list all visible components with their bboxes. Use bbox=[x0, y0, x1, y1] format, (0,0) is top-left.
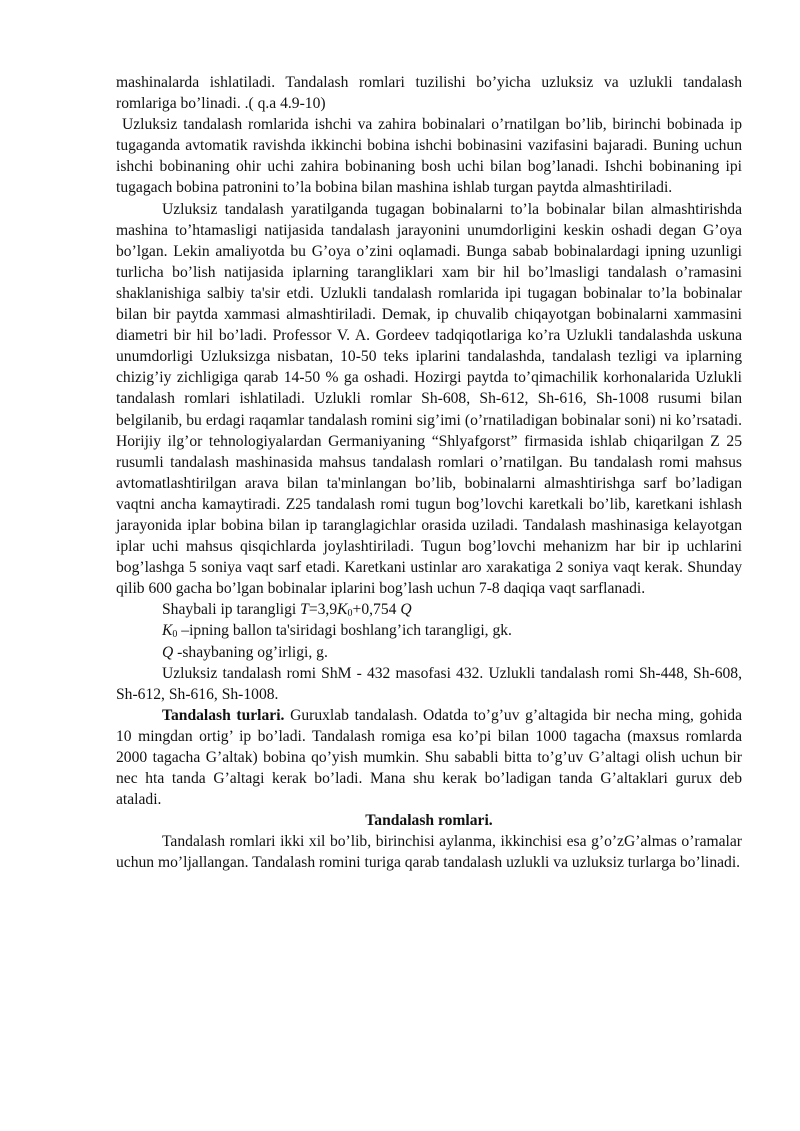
formula-q: Q bbox=[400, 601, 412, 619]
paragraph-warping-types bbox=[116, 705, 742, 810]
k0-description: –ipning ballon ta'siridagi boshlang’ich tarangligi, gk. bbox=[177, 622, 512, 640]
warping-types-text: Guruxlab tandalash. Odatda to’g’uv g’altagida bir necha ming, gohida 10 mingdan ortig’ ip bo’ladi. Tandalash romiga esa ko’pi bilan 1000 tagacha (maxsus romlarda 2000 tagacha G’altak) bobina qo’yish mumkin. Shu sababli bitta to’g’uv G’altagi olish uchun bir nec hta tanda G’altagi kerak bo’ladi. Mana shu kerak bo’ladigan tanda G’altaklari gurux deb ataladi. bbox=[116, 706, 743, 809]
section-heading: Tandalash romlari. bbox=[365, 812, 493, 830]
definition-q bbox=[116, 642, 742, 663]
formula-label: Shaybali ip tarangligi bbox=[162, 601, 301, 619]
formula-rest: +0,754 bbox=[352, 601, 401, 619]
q-symbol: Q bbox=[162, 643, 174, 661]
formula-eq: =3,9 bbox=[308, 601, 338, 619]
formula-t: T bbox=[300, 601, 309, 619]
formula-k-sub: 0 bbox=[347, 608, 353, 620]
paragraph-frame-models: Uzluksiz tandalash romi ShM - 432 masofasi 432. Uzlukli tandalash romi Sh-448, Sh-608, Sh-612, Sh-616, Sh-1008. bbox=[116, 664, 742, 703]
k0-symbol: K bbox=[162, 622, 173, 640]
paragraph-frame-kinds: Tandalash romlari ikki xil bo’lib, birinchisi aylanma, ikkinchisi esa g’o’zG’almas o’ramalar uchun mo’ljallangan. Tandalash romini turiga qarab tandalash uzlukli va uzluksiz turlarga bo’linadi. bbox=[116, 833, 742, 872]
paragraph-intro: mashinalarda ishlatiladi. Tandalash romlari tuzilishi bo’yicha uzluksiz va uzlukli tandalash romlariga bo’linadi. .( q.a 4.9-10) bbox=[116, 74, 742, 113]
document-page bbox=[116, 72, 742, 874]
formula-k: K bbox=[337, 601, 348, 619]
formula-line bbox=[116, 599, 742, 620]
paragraph-continuous-frames: Uzluksiz tandalash romlarida ishchi va zahira bobinalari o’rnatilgan bo’lib, birinchi bobinada ip tugaganda avtomatik ravishda ikkinchi bobina ishchi bobinasini vazifasini bajaradi. Buning uchun ishchi bobinaning ohir uchi zahira bobinaning bosh uchi bilan bog’lanadi. Ishchi bobinaning ipi tugagach bobina patronini to’la bobina bilan mashina ishlab turgan paytda almashtiriladi. bbox=[116, 116, 742, 197]
q-description: -shaybaning og’irligi, g. bbox=[173, 643, 328, 661]
warping-types-heading: Tandalash turlari. bbox=[162, 706, 285, 724]
paragraph-intermittent-frames: Uzluksiz tandalash yaratilganda tugagan bobinalarni to’la bobinalar bilan almashtirishda mashina to’htamasligi natijasida tandalash jarayonini unumdorligini keskin oshadi degan G’oya bo’lgan. Lekin amaliyotda bu G’oya o’zini oqlamadi. Bunga sabab bobinalardagi ipning uzunligi turlicha bo’lish natijasida iplarning tarangliklari xam bir hil bo’lmasligi tandalash o’ramasini shaklanishiga salbiy ta'sir etdi. Uzlukli tandalash romlarida ipi tugagan bobinalar to’la bobinalar bilan bir paytda xammasi almashtiriladi. Demak, ip chuvalib chiqayotgan bobinalarni xammasini diametri bir hil bo’ladi. Professor V. A. Gordeev tadqiqotlariga ko’ra Uzlukli tandalashda uskuna unumdorligi Uzluksizga nisbatan, 10-50 teks iplarini tandalashda, tandalash tezligi va iplarning chizig’iy zichligiga qarab 14-50 % ga oshadi. Hozirgi paytda to’qimachilik korhonalarida Uzlukli tandalash romlari ishlatiladi. Uzlukli romlar Sh-608, Sh-612, Sh-616, Sh-1008 rusumi bilan belgilanib, bu erdagi raqamlar tandalash romini sig’imi (o’rnatiladigan bobinalar soni) ni ko’rsatadi. Horijiy ilg’or tehnologiyalardan Germaniyaning “Shlyafgorst” firmasida ishlab chiqarilgan Z 25 rusumli tandalash mashinasida mahsus tandalash romlari o’rnatilgan. Bu tandalash romi mahsus avtomatlashtirilgan arava bilan ta'minlangan bo’lib, bobinalarni almashtirishga sarf bo’ladigan vaqtni ancha kamaytiradi. Z25 tandalash romi tugun bog’lovchi karetkali bo’lib, karetkani ishlash jarayonida iplar bobina bilan ip taranglagichlar orasida uziladi. Tandalash mashinasiga kelayotgan iplar uchi mahsus qisqichlarda joylashtiriladi. Tugun bog’lovchi mehanizm har bir ip uchlarini bog’lashga 5 soniya vaqt sarf etadi. Karetkani ustinlar aro xarakatiga 2 soniya vaqt kerak. Shunday qilib 600 gacha bo’lgan bobinalar iplarini bog’lash uchun 7-8 daqiqa vaqt sarflanadi. bbox=[116, 200, 742, 598]
definition-k0 bbox=[116, 620, 742, 641]
k0-sub: 0 bbox=[172, 629, 178, 641]
